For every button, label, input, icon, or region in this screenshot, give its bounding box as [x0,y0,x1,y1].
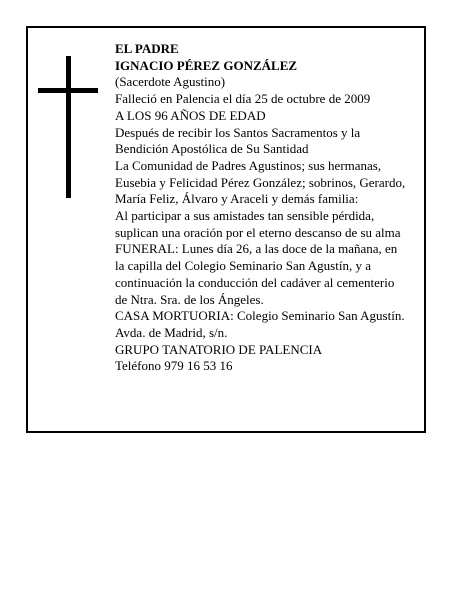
funeral-line-4: de Ntra. Sra. de los Ángeles. [115,291,264,307]
funeral-line-1: FUNERAL: Lunes día 26, a las doce de la mañana, en [115,241,398,257]
family-line-1: La Comunidad de Padres Agustinos; sus hermanas, [115,157,382,173]
sacraments-line-2: Bendición Apostólica de Su Santidad [115,141,309,157]
phone-number: Teléfono 979 16 53 16 [115,358,233,374]
cross-vertical-bar [66,56,71,198]
funeral-home-line-2: Avda. de Madrid, s/n. [115,324,228,340]
family-line-2: Eusebia y Felicidad Pérez González; sobrinos, Gerardo, [115,174,406,190]
family-line-3: María Feliz, Álvaro y Araceli y demás familia: [115,191,359,207]
funeral-line-2: la capilla del Colegio Seminario San Agustín, y a [115,258,371,274]
age-line: A LOS 96 AÑOS DE EDAD [115,107,266,123]
notice-text [115,41,425,375]
cross-icon [38,56,98,198]
deceased-role: (Sacerdote Agustino) [115,74,226,90]
deceased-title: EL PADRE [115,41,179,56]
funeral-line-3: continuación la conducción del cadáver al cementerio [115,274,395,290]
obituary-notice [26,26,426,433]
funeral-home-line-1: CASA MORTUORIA: Colegio Seminario San Agustín. [115,308,405,324]
sacraments-line-1: Después de recibir los Santos Sacramentos y la [115,124,361,140]
company-name: GRUPO TANATORIO DE PALENCIA [115,341,323,357]
deceased-name: IGNACIO PÉREZ GONZÁLEZ [115,57,298,73]
request-line-2: suplican una oración por el eterno descanso de su alma [115,224,401,240]
request-line-1: Al participar a sus amistades tan sensible pérdida, [115,208,375,224]
death-details: Falleció en Palencia el día 25 de octubre de 2009 [115,91,371,107]
cross-horizontal-bar [38,88,98,93]
